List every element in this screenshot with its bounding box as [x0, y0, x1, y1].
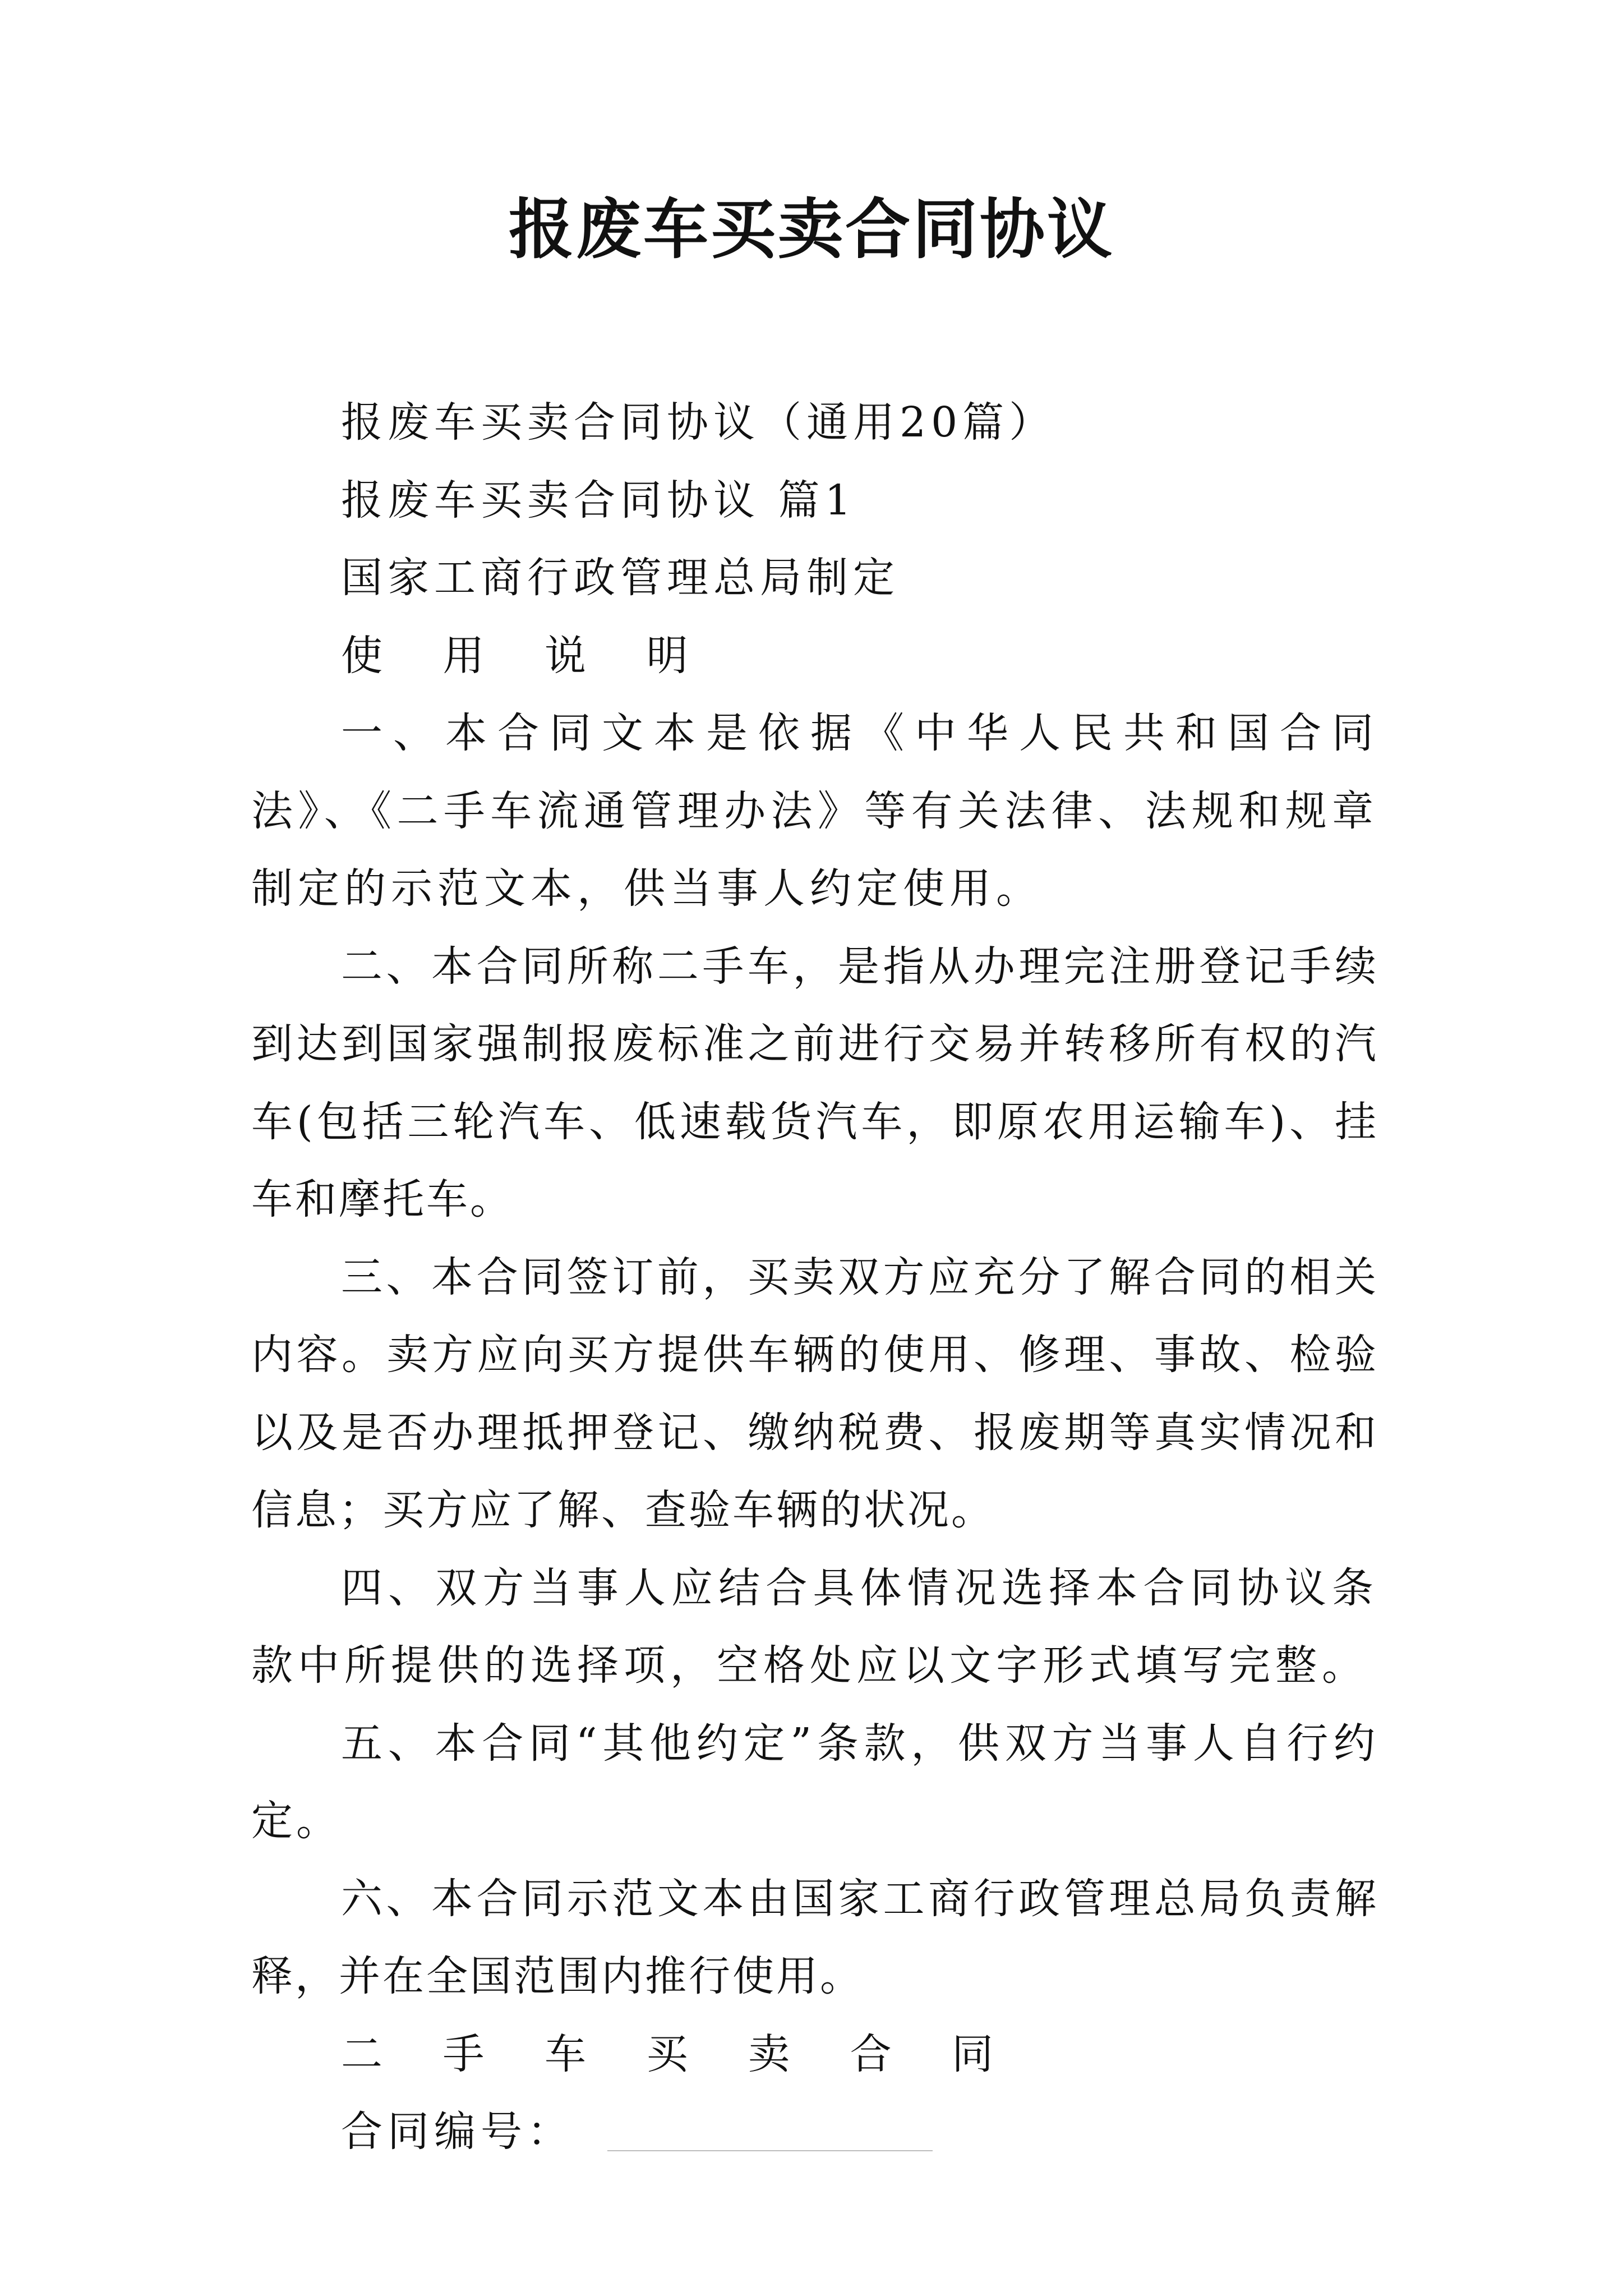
paragraph-item-5: 五、本合同“其他约定”条款，供双方当事人自行约定。 — [251, 1719, 1378, 1845]
paragraph-section-heading: 报废车买卖合同协议 篇1 — [341, 476, 856, 524]
document-title: 报废车买卖合同协议 — [509, 191, 1114, 268]
paragraph-usage-heading: 使 用 说 明 — [341, 631, 712, 680]
contract-number-label: 合同编号： — [341, 2108, 574, 2156]
paragraph-item-3: 三、本合同签订前，买卖双方应充分了解合同的相关内容。卖方应向买方提供车辆的使用、修理、事故、检验以及是否办理抵押登记、缴纳税费、报废期等真实情况和信息；买方应了解、查验车辆的状况。 — [251, 1253, 1378, 1534]
paragraph-item-4: 四、双方当事人应结合具体情况选择本合同协议条款中所提供的选择项，空格处应以文字形式填写完整。 — [251, 1563, 1378, 1690]
paragraph-item-6: 六、本合同示范文本由国家工商行政管理总局负责解释，并在全国范围内推行使用。 — [251, 1874, 1378, 2000]
paragraph-contract-heading: 二 手 车 买 卖 合 同 — [341, 2030, 1017, 2078]
contract-number-row — [251, 2093, 1378, 2171]
paragraph-subtitle: 报废车买卖合同协议（通用20篇） — [341, 398, 1056, 447]
paragraph-item-1: 一、本合同文本是依据《中华人民共和国合同法》、《二手车流通管理办法》等有关法律、法规和规章制定的示范文本，供当事人约定使用。 — [251, 709, 1378, 913]
document-body — [251, 384, 1378, 2171]
paragraph-item-2: 二、本合同所称二手车，是指从办理完注册登记手续到达到国家强制报废标准之前进行交易并转移所有权的汽车(包括三轮汽车、低速载货汽车，即原农用运输车)、挂车和摩托车。 — [251, 942, 1378, 1223]
contract-number-blank-line — [607, 2150, 933, 2151]
paragraph-issuer: 国家工商行政管理总局制定 — [341, 554, 900, 602]
